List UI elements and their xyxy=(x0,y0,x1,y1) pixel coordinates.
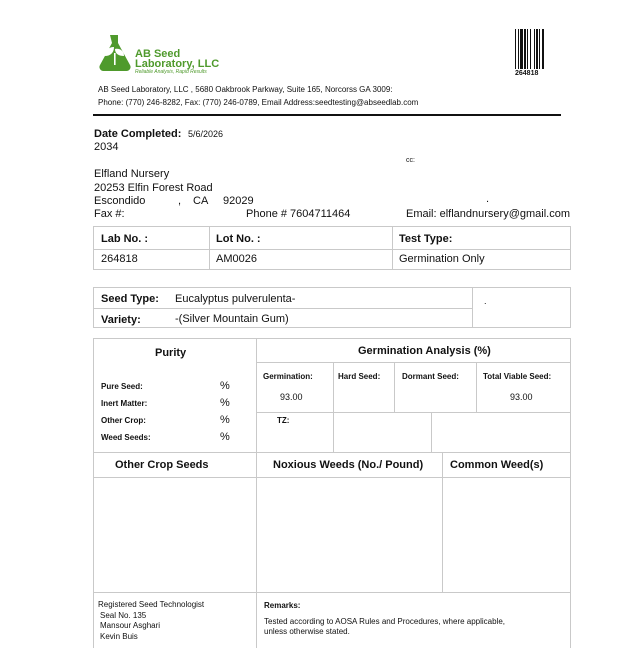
other-crop-label: Other Crop: xyxy=(101,416,146,425)
variety-label: Variety: xyxy=(101,314,141,326)
company-contact: Phone: (770) 246-8282, Fax: (770) 246-0789, Email Address:seedtesting@abseedlab.com xyxy=(98,98,419,107)
lab-info-box xyxy=(93,226,571,270)
technologist-title: Registered Seed Technologist xyxy=(98,600,205,609)
germination-value: 93.00 xyxy=(280,392,303,402)
date-completed-label: Date Completed: xyxy=(94,128,182,140)
tz-label: TZ: xyxy=(277,416,290,425)
lab-no-label: Lab No. : xyxy=(101,233,149,245)
pure-seed-unit: % xyxy=(220,380,230,392)
header-divider xyxy=(93,114,561,116)
technologist-seal: Seal No. 135 xyxy=(100,611,147,620)
pure-seed-label: Pure Seed: xyxy=(101,382,143,391)
lot-no-value: AM0026 xyxy=(216,253,257,265)
customer-phone: Phone # 7604711464 xyxy=(246,208,351,220)
lot-no-label: Lot No. : xyxy=(216,233,261,245)
technologist-name-1: Mansour Asghari xyxy=(100,621,161,630)
total-viable-value: 93.00 xyxy=(510,392,533,402)
common-weeds-header: Common Weed(s) xyxy=(450,459,544,471)
inert-matter-unit: % xyxy=(220,397,230,409)
test-type-label: Test Type: xyxy=(399,233,453,245)
weed-seeds-label: Weed Seeds: xyxy=(101,433,151,442)
customer-name: Elfland Nursery xyxy=(94,168,170,180)
technologist-name-2: Kevin Buis xyxy=(100,632,138,641)
total-viable-label: Total Viable Seed: xyxy=(483,372,552,381)
customer-zip: 92029 xyxy=(223,195,254,207)
remarks-line-2: unless otherwise stated. xyxy=(264,627,350,636)
flask-leaf-icon xyxy=(96,33,134,73)
lab-logo xyxy=(96,33,246,75)
other-crop-unit: % xyxy=(220,414,230,426)
lab-no-value: 264818 xyxy=(101,253,138,265)
customer-street: 20253 Elfin Forest Road xyxy=(94,182,213,194)
seed-type-value: Eucalyptus pulverulenta- xyxy=(175,293,296,305)
customer-dot: . xyxy=(486,193,490,205)
barcode-icon xyxy=(515,29,545,69)
inert-matter-label: Inert Matter: xyxy=(101,399,148,408)
customer-city: Escondido xyxy=(94,195,146,207)
weed-seeds-unit: % xyxy=(220,431,230,443)
variety-value: -(Silver Mountain Gum) xyxy=(175,313,289,325)
germination-header: Germination Analysis (%) xyxy=(358,345,491,357)
hard-seed-label: Hard Seed: xyxy=(338,372,381,381)
date-completed-value: 5/6/2026 xyxy=(188,129,224,139)
noxious-weeds-header: Noxious Weeds (No./ Pound) xyxy=(273,459,424,471)
customer-comma: , xyxy=(178,195,182,207)
dormant-seed-label: Dormant Seed: xyxy=(402,372,459,381)
germination-label: Germination: xyxy=(263,372,313,381)
test-type-value: Germination Only xyxy=(399,253,485,265)
remarks-line-1: Tested according to AOSA Rules and Procedures, where applicable, xyxy=(264,617,506,626)
seed-dot: . xyxy=(484,296,487,306)
logo-name-line1: AB Seed xyxy=(135,48,181,60)
barcode-number: 264818 xyxy=(515,70,539,77)
remarks-label: Remarks: xyxy=(264,601,301,610)
seed-type-label: Seed Type: xyxy=(101,293,159,305)
cc-label: cc: xyxy=(406,157,415,164)
other-crop-seeds-header: Other Crop Seeds xyxy=(115,459,209,471)
customer-email: Email: elflandnursery@gmail.com xyxy=(406,208,571,220)
barcode xyxy=(515,29,545,81)
logo-name-line2: Laboratory, LLC xyxy=(135,58,220,70)
purity-header: Purity xyxy=(155,347,187,359)
customer-fax-label: Fax #: xyxy=(94,208,125,220)
customer-state: CA xyxy=(193,195,209,207)
report-id: 2034 xyxy=(94,141,119,153)
logo-tagline: Reliable Analysis, Rapid Results xyxy=(135,69,207,75)
company-address: AB Seed Laboratory, LLC , 5680 Oakbrook Parkway, Suite 165, Norcorss GA 3009: xyxy=(98,85,393,94)
